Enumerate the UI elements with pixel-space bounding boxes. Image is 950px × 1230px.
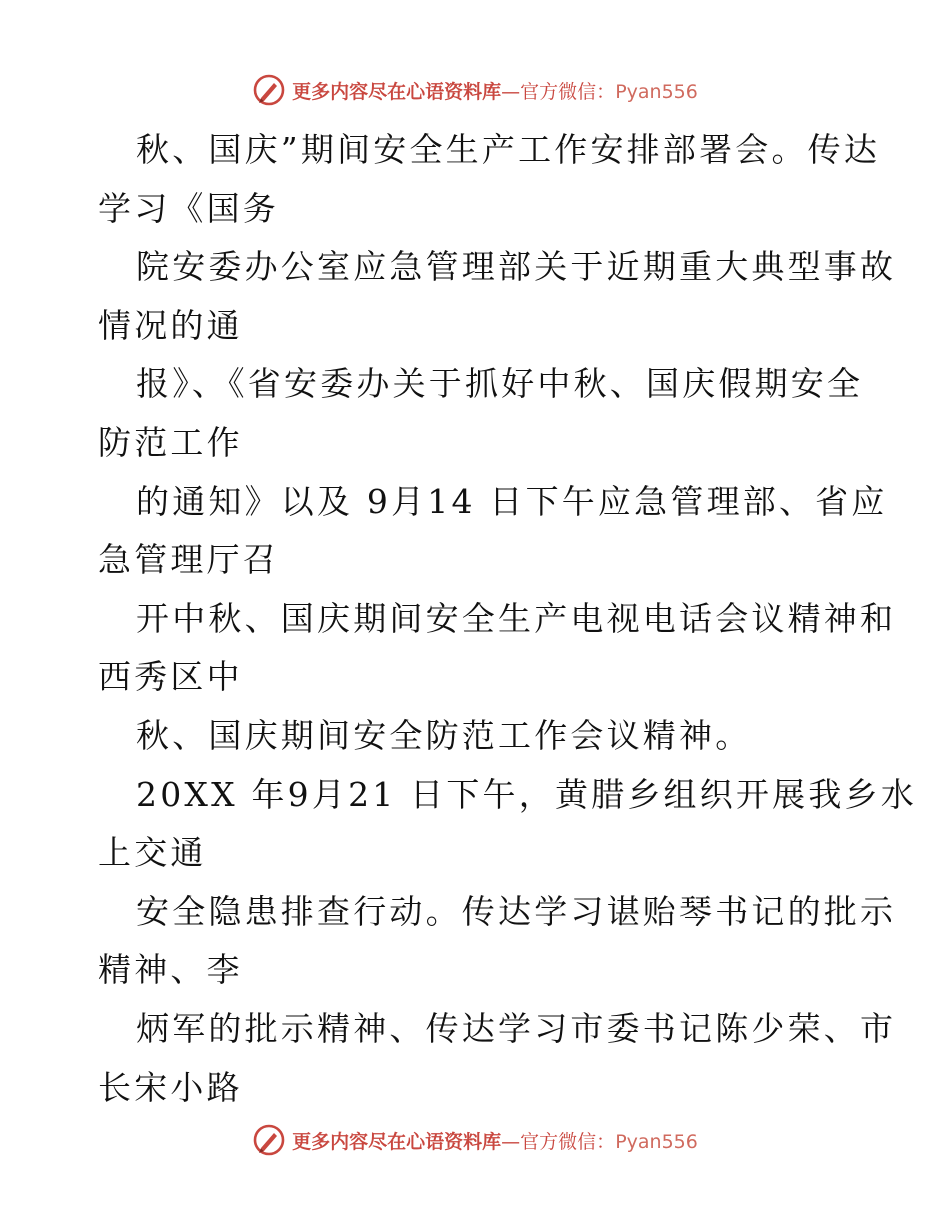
text-line: 学习《国务 bbox=[98, 188, 279, 228]
text-line: 报》、《省安委办关于抓好中秋、国庆假期安全 bbox=[136, 364, 864, 404]
pen-logo-icon bbox=[252, 1123, 286, 1157]
text-line: 精神、李 bbox=[98, 950, 243, 990]
header-banner bbox=[0, 70, 950, 110]
document-body bbox=[98, 121, 917, 1117]
banner-main-text: 更多内容尽在心语资料库 bbox=[292, 1130, 502, 1153]
text-line: 的通知》以及 9月14 日下午应急管理部、省应 bbox=[136, 481, 888, 521]
text-line: 秋、国庆”期间安全生产工作安排部署会。传达 bbox=[136, 130, 881, 169]
text-line: 20XX 年9月21 日下午，黄腊乡组织开展我乡水 bbox=[136, 774, 917, 814]
text-line: 西秀区中 bbox=[98, 657, 243, 697]
text-line: 开中秋、国庆期间安全生产电视电话会议精神和 bbox=[136, 598, 897, 638]
footer-banner-text bbox=[292, 1127, 698, 1154]
text-line: 秋、国庆期间安全防范工作会议精神。 bbox=[136, 715, 752, 755]
header-banner-text bbox=[292, 77, 698, 104]
banner-wechat-label: 官方微信： bbox=[520, 1130, 616, 1153]
banner-wechat-id: Pyan556 bbox=[615, 1130, 698, 1153]
text-line: 情况的通 bbox=[98, 305, 243, 345]
banner-main-text: 更多内容尽在心语资料库 bbox=[292, 80, 502, 103]
text-line: 防范工作 bbox=[98, 422, 243, 462]
banner-dash: — bbox=[501, 1130, 521, 1153]
banner-wechat-id: Pyan556 bbox=[615, 80, 698, 103]
footer-banner bbox=[0, 1120, 950, 1160]
pen-logo-icon bbox=[252, 73, 286, 107]
banner-dash: — bbox=[501, 80, 521, 103]
text-line: 急管理厅召 bbox=[98, 540, 279, 580]
text-line: 长宋小路 bbox=[98, 1067, 243, 1107]
banner-wechat-label: 官方微信： bbox=[520, 80, 616, 103]
text-line: 院安委办公室应急管理部关于近期重大典型事故 bbox=[136, 247, 897, 287]
text-line: 安全隐患排查行动。传达学习谌贻琴书记的批示 bbox=[136, 891, 897, 931]
text-line: 上交通 bbox=[98, 833, 207, 873]
text-line: 炳军的批示精神、传达学习市委书记陈少荣、市 bbox=[136, 1008, 897, 1048]
